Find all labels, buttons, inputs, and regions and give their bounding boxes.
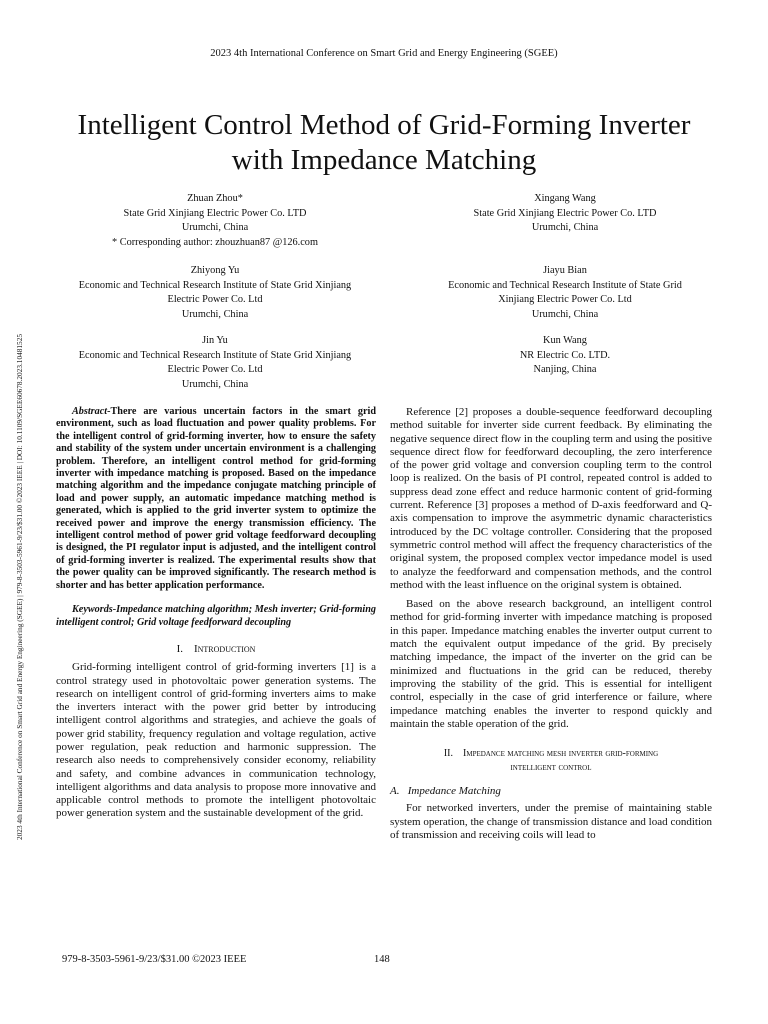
section-title: Introduction <box>193 642 256 655</box>
left-column <box>56 406 376 821</box>
author-affiliation: State Grid Xinjiang Electric Power Co. LTD <box>123 207 307 219</box>
conference-header: 2023 4th International Conference on Smart Grid and Energy Engineering (SGEE) <box>210 48 558 59</box>
author-block-4 <box>390 264 740 322</box>
author-block-2 <box>390 192 740 236</box>
author-affiliation: Economic and Technical Research Institute of State Grid Xinjiang <box>78 279 352 291</box>
author-name: Xingang Wang <box>534 193 596 204</box>
author-block-6 <box>390 334 740 378</box>
author-block-3 <box>40 264 390 322</box>
section-title-line-1: Impedance matching mesh inverter grid-forming <box>463 748 659 760</box>
introduction-paragraph: Grid-forming intelligent control of grid-forming inverters [1] is a control strategy used in photovoltaic power generation systems. The research on intelligent control of grid-forming inverters aims to make the inverters interact with the power grid better by introducing intelligent control algorithms and strategies, and achieve the goals of power grid stability, frequency regulation and voltage regulation, active power regulation, peak reduction and harmonic suppression. The research also needs to comprehensively consider economy, reliability and safety, and combine advances in communication technology, intelligent algorithms and data analysis to propose more innovative and applicable control methods to promote the intelligent photovoltaic power generation system and the sustainable development of the grid. <box>56 661 376 820</box>
right-column <box>390 406 712 842</box>
subsection-number: A. <box>390 785 400 798</box>
author-location: Urumchi, China <box>531 222 599 234</box>
author-block-1 <box>40 192 390 250</box>
author-name: Jin Yu <box>202 335 228 346</box>
paragraph-networked-inverters: For networked inverters, under the premise of maintaining stable system operation, the change of transmission distance and load condition of transmission and receiving coils will lead to <box>390 802 712 842</box>
paragraph-research-background: Based on the above research background, an intelligent control method for grid-forming inverter with impedance matching is proposed in this paper. Impedance matching enables the inverter output current to match the equivalent output impedance of the grid. By precisely matching impedance, the impact of the inverter on the grid can be minimized and fluctuations in the grid can be reduced, thereby improving the stability of the grid. This is essential for intelligent control, especially in the case of grid interference or failure, where impedance matching enables the inverter to respond quickly and maintain the stable operation of the grid. <box>390 598 712 730</box>
section-number: II. <box>443 748 454 760</box>
title-line-2: with Impedance Matching <box>231 144 537 176</box>
abstract-text: There are various uncertain factors in the smart grid environment, such as load fluctuation and power quality problems. For the intelligent control of grid-forming inverter, how to ensure the safety and stability of the system under uncertain environment is a challenging problem. Therefore, an intelligent control method for grid-forming inverter with impedance matching is proposed. Based on the impedance matching algorithm and the impedance conjugate matching principle of load and power supply, an automatic impedance matching method is generated, which is applied to the grid inverter system to optimize the received power and improve the energy transmission efficiency. The intelligent control method of power grid voltage feedforward decoupling is designed, the PI regulator input is adjusted, and the intelligent control of grid-forming inverter is realized. The experimental results show that the power quality can be improved significantly. The research method is shorter and has better application performance. <box>56 406 376 591</box>
author-block-5 <box>40 334 390 392</box>
author-name: Zhiyong Yu <box>190 265 240 276</box>
author-affiliation: State Grid Xinjiang Electric Power Co. LTD <box>473 207 657 219</box>
page-number: 148 <box>374 954 390 965</box>
section-heading-introduction <box>56 643 376 656</box>
author-corresponding: * Corresponding author: zhouzhuan87 @126.com <box>112 236 318 248</box>
author-location: Urumchi, China <box>181 308 249 320</box>
abstract-label: Abstract- <box>72 406 111 417</box>
author-location: Urumchi, China <box>181 222 249 234</box>
author-affiliation-cont: Xinjiang Electric Power Co. Ltd <box>498 294 632 306</box>
author-affiliation: NR Electric Co. LTD. <box>519 349 611 361</box>
author-location: Nanjing, China <box>533 364 597 376</box>
author-affiliation: Economic and Technical Research Institute of State Grid Xinjiang <box>78 349 352 361</box>
paragraph-reference-2: Reference [2] proposes a double-sequence feedforward decoupling method suitable for inverter side current feedback. By eliminating the negative sequence direct flow in the coupling term and using the positive sequence direct flow for feedforward decoupling, the zero interference of the power grid voltage and conversion coupling term to the control loop is realized. On the basis of PI control, repeated control is added to suppress dead zone effect and reduce harmonic content of grid-forming current. Reference [3] proposes a method of D-axis feedforward and Q-axis compensation to improve the asymmetric dynamic characteristics introduced by the DC voltage controller. Considering that the proposed symmetric control method will affect the frequency characteristics of the original system, the proposed complex vector impedance model is used to analyze the feedforward and compensation methods, and the control method with the least influence on the original system is obtained. <box>390 406 712 591</box>
paper-title <box>0 108 768 178</box>
abstract <box>56 406 376 592</box>
author-name: Kun Wang <box>543 335 587 346</box>
keywords: Keywords-Impedance matching algorithm; Mesh inverter; Grid-forming intelligent control; Grid voltage feedforward decoupling <box>56 604 376 628</box>
author-location: Urumchi, China <box>181 378 249 390</box>
section-title-line-2: intelligent control <box>510 762 592 774</box>
author-name: Zhuan Zhou* <box>187 193 243 204</box>
doi-sidebar: 2023 4th International Conference on Smart Grid and Energy Engineering (SGEE) | 979-8-3503-5961-9/23/$31.00 ©2023 IEEE | DOI: 10.1109/SGEE60678.2023.10481525 <box>15 334 24 840</box>
author-location: Urumchi, China <box>531 308 599 320</box>
subsection-title: Impedance Matching <box>407 785 501 798</box>
author-affiliation-cont: Electric Power Co. Ltd <box>167 364 263 376</box>
author-name: Jiayu Bian <box>543 265 587 276</box>
footer-copyright: 979-8-3503-5961-9/23/$31.00 ©2023 IEEE <box>62 954 247 965</box>
author-affiliation-cont: Electric Power Co. Ltd <box>167 294 263 306</box>
title-line-1: Intelligent Control Method of Grid-Forming Inverter <box>77 109 691 141</box>
section-heading-impedance-matching <box>390 747 712 775</box>
subsection-heading-a <box>390 785 712 798</box>
section-number: I. <box>176 642 183 655</box>
author-affiliation: Economic and Technical Research Institute of State Grid <box>448 279 682 291</box>
